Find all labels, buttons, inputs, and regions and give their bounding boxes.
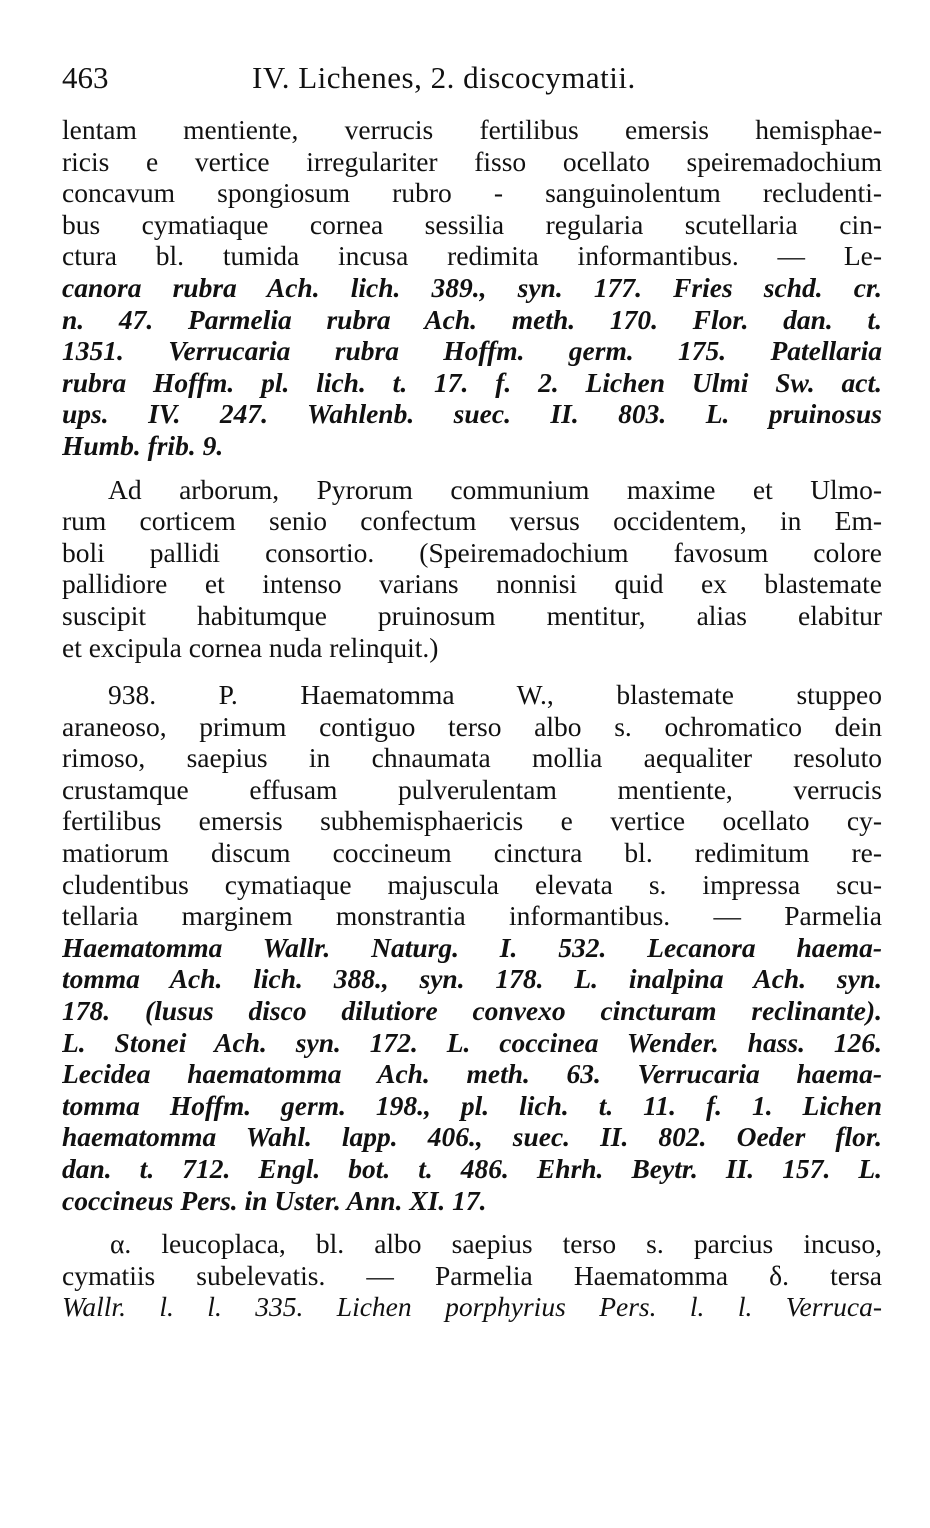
page-body — [62, 114, 882, 1323]
text-line-synonymy: haematomma Wahl. lapp. 406., suec. II. 802. Oeder flor. — [62, 1121, 882, 1153]
text-line-synonymy: canora rubra Ach. lich. 389., syn. 177. Fries schd. cr. — [62, 271, 882, 303]
page-number: 463 — [62, 60, 109, 95]
text-line: araneoso, primum contiguo terso albo s. ochromatico dein — [62, 710, 882, 742]
text-line: rum corticem senio confectum versus occidentem, in Em- — [62, 505, 882, 537]
text-line: Wallr. l. l. 335. Lichen porphyrius Pers. l. l. Verruca- — [62, 1291, 882, 1323]
text-line-synonymy: L. Stonei Ach. syn. 172. L. coccinea Wender. hass. 126. — [62, 1026, 882, 1058]
running-head: IV. Lichenes, 2. discocymatii. — [252, 60, 636, 95]
text-line: crustamque effusam pulverulentam mentiente, verrucis — [62, 773, 882, 805]
paragraph-gap — [62, 663, 882, 679]
text-line-synonymy: ups. IV. 247. Wahlenb. suec. II. 803. L. pruinosus — [62, 398, 882, 430]
text-line: α. leucoplaca, bl. albo saepius terso s. parcius incuso, — [110, 1228, 882, 1260]
text-line: suscipit habitumque pruinosum mentitur, alias elabitur — [62, 599, 882, 631]
text-line-synonymy: n. 47. Parmelia rubra Ach. meth. 170. Flor. dan. t. — [62, 303, 882, 335]
text-line: Ad arborum, Pyrorum communium maxime et Ulmo- — [108, 473, 882, 505]
text-line-synonymy: coccineus Pers. in Uster. Ann. XI. 17. — [62, 1184, 487, 1216]
text-line: cludentibus cymatiaque majuscula elevata s. impressa scu- — [62, 868, 882, 900]
species-heading-line: 938. P. Haematomma W., blastemate stuppeo — [108, 679, 882, 711]
text-line-synonymy: 1351. Verrucaria rubra Hoffm. germ. 175. Patellaria — [62, 335, 882, 367]
paragraph-gap — [62, 462, 882, 474]
paragraph-lichen-rubra-description — [62, 114, 882, 462]
text-line: rimoso, saepius in chnaumata mollia aequaliter resoluto — [62, 742, 882, 774]
text-line-synonymy: Humb. frib. 9. — [62, 429, 224, 461]
text-line: boli pallidi consortio. (Speiremadochium favosum colore — [62, 536, 882, 568]
text-line: bus cymatiaque cornea sessilia regularia scutellaria cin- — [62, 208, 882, 240]
text-line-synonymy: tomma Ach. lich. 388., syn. 178. L. inalpina Ach. syn. — [62, 963, 882, 995]
text-line: lentam mentiente, verrucis fertilibus emersis hemisphae- — [62, 114, 882, 145]
text-line: cymatiis subelevatis. — Parmelia Haematomma δ. tersa — [62, 1259, 882, 1291]
text-line-synonymy: rubra Hoffm. pl. lich. t. 17. f. 2. Lichen Ulmi Sw. act. — [62, 366, 882, 398]
paragraph-species-938 — [62, 679, 882, 1216]
text-line-synonymy: 178. (lusus disco dilutiore convexo cincturam reclinante). — [62, 995, 882, 1027]
paragraph-variety-alpha — [62, 1228, 882, 1323]
book-page — [62, 58, 882, 1323]
text-line: tellaria marginem monstrantia informantibus. — Parmelia — [62, 900, 882, 932]
text-line: ricis e vertice irregulariter fisso ocellato speiremadochium — [62, 145, 882, 177]
text-line-synonymy: dan. t. 712. Engl. bot. t. 486. Ehrh. Beytr. II. 157. L. — [62, 1153, 882, 1184]
text-line-synonymy: Haematomma Wallr. Naturg. I. 532. Lecanora haema- — [62, 931, 882, 963]
text-line: concavum spongiosum rubro - sanguinolentum recludenti- — [62, 177, 882, 209]
text-line-synonymy: Lecidea haematomma Ach. meth. 63. Verrucaria haema- — [62, 1058, 882, 1090]
text-line: fertilibus emersis subhemisphaericis e vertice ocellato cy- — [62, 805, 882, 837]
text-line: ctura bl. tumida incusa redimita informantibus. — Le- — [62, 240, 882, 272]
text-line: pallidiore et intenso varians nonnisi quid ex blastemate — [62, 568, 882, 600]
text-line: matiorum discum coccineum cinctura bl. redimitum re- — [62, 837, 882, 869]
paragraph-habitat — [62, 474, 882, 664]
paragraph-gap — [62, 1216, 882, 1228]
text-line-synonymy: tomma Hoffm. germ. 198., pl. lich. t. 11. f. 1. Lichen — [62, 1089, 882, 1121]
text-line: et excipula cornea nuda relinquit.) — [62, 631, 439, 663]
page-header — [62, 58, 882, 98]
